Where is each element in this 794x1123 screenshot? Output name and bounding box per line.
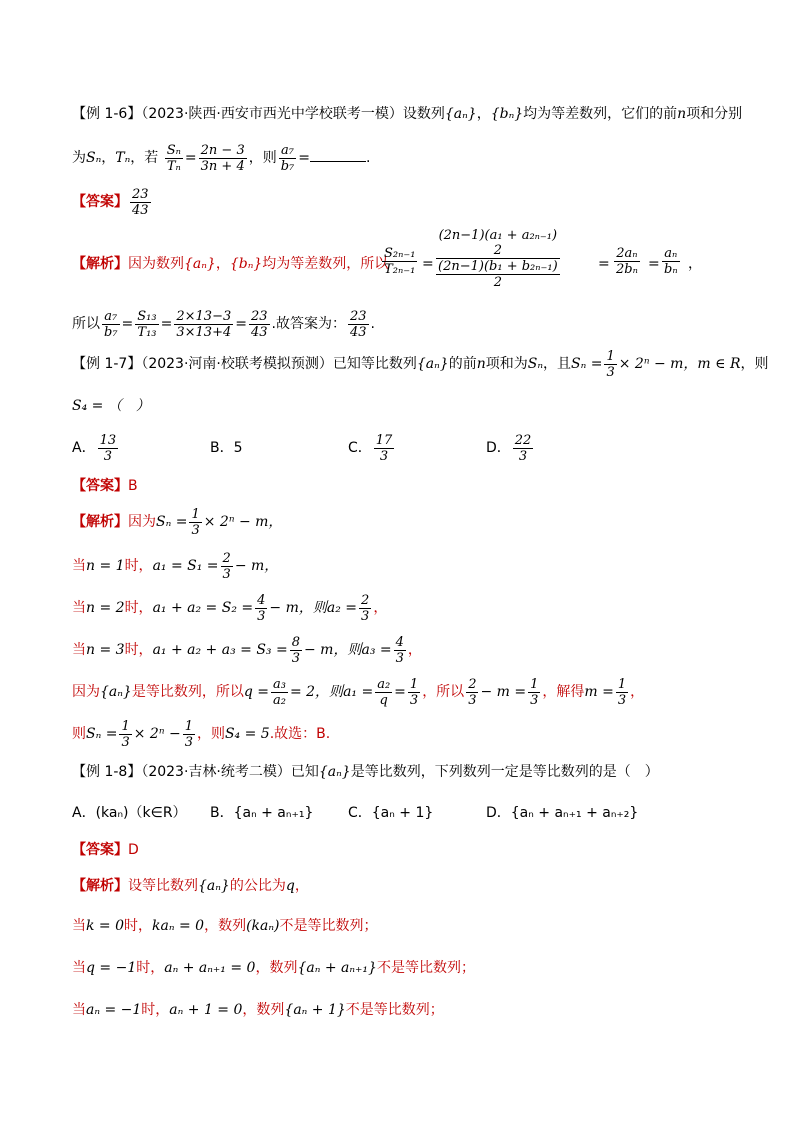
option-c[interactable]: C．{aₙ + 1}	[348, 805, 434, 821]
solution-tag: 【解析】	[72, 256, 128, 272]
text: 均为等差数列，它们的前	[523, 106, 678, 122]
solution-1-7-line4: 当n = 3时，a₁ + a₂ + a₃ = S₃ = $\frac{8}{3}$ − m，则a₃ = $\frac{4}{3}$ ，	[72, 634, 422, 666]
solution-1-8-line1: 【解析】设等比数列{aₙ}的公比为q，	[72, 878, 309, 894]
math: Sₙ	[86, 150, 102, 166]
answer-tag: 【答案】	[72, 194, 128, 210]
math: Tₙ	[115, 150, 131, 166]
fraction: $\frac{23}{43}$	[349, 308, 367, 340]
fraction: $\frac{2n - 3}{3n + 4}$	[200, 142, 245, 174]
option-d[interactable]: D．{aₙ + aₙ₊₁ + aₙ₊₂}	[486, 805, 639, 821]
example-1-6-line2: 为Sₙ，Tₙ，若 $\frac{\text{Sₙ}}{\text{Tₙ}}$ = $\frac{2n - 3}{3n + 4}$ ，则 $\frac{\text{a₇}}{\text{b₇}}$ = .	[72, 142, 371, 174]
solution-1-7-line5: 因为{aₙ}是等比数列，所以q = $\frac{\text{a₃}}{\text{a₂}}$ = 2，则a₁ = $\frac{\text{a₂}}{q}$ = $\frac{1}{3}$ ，所以 $\frac{2}{3}$ − m = $\frac{1}{3}$ ，解得m = $\frac{1}{3}$ ，	[72, 676, 645, 708]
fraction: $\frac{\text{Sₙ}}{\text{Tₙ}}$	[166, 142, 181, 174]
big-fraction: (2n−1)(a₁ + a₂ₙ₋₁) 2 (2n−1)(b₁ + b₂ₙ₋₁) 2	[438, 228, 558, 290]
answer-1-8: 【答案】D	[72, 842, 139, 858]
answer-blank	[310, 149, 366, 162]
text: 设数列	[402, 106, 445, 122]
solution-1-7-line3: 当n = 2时，a₁ + a₂ = S₂ = $\frac{4}{3}$ − m，则a₂ = $\frac{2}{3}$ ，	[72, 592, 388, 624]
fraction: $\frac{23}{43}$	[132, 186, 149, 218]
fraction: $\frac{\text{aₙ}}{\text{bₙ}}$	[664, 246, 678, 277]
math: n	[677, 106, 687, 122]
text: 项和分别	[686, 106, 743, 122]
text: 为	[72, 150, 86, 166]
fraction: $\frac{\text{a₇}}{\text{b₇}}$	[104, 308, 118, 340]
solution-1-8-line4: 当aₙ = −1时，aₙ + 1 = 0，数列{aₙ + 1}不是等比数列；	[72, 1002, 444, 1018]
fraction: $\frac{23}{43}$	[250, 308, 268, 340]
fraction: $\frac{\text{S₂ₙ₋₁}}{\text{T₂ₙ₋₁}}$	[384, 246, 416, 277]
example-1-8-line1: 【例 1-8】（2023·吉林·统考二模）已知{aₙ}是等比数列，下列数列一定是等比数列的是（ ）	[72, 764, 659, 780]
solution-1-6-line1: 【解析】因为数列{aₙ}，{bₙ}均为等差数列，所以 $\frac{\text{S₂ₙ₋₁}}{\text{T₂ₙ₋₁}}$ = (2n−1)(a₁ + a₂ₙ₋₁) 2 (2n−1)(b₁ + b₂ₙ₋₁) 2 = $\frac{\text{2aₙ}}{\text{2bₙ}}$ = $\frac{\text{aₙ}}{\text{bₙ}}$ ，	[72, 228, 702, 290]
solution-1-6-line2: 所以 $\frac{\text{a₇}}{\text{b₇}}$ = $\frac{\text{S₁₃}}{\text{T₁₃}}$ = $\frac{2\times 13-3}{3\times 13+4}$ = $\frac{23}{43}$ .故答案为： $\frac{23}{43}$ .	[72, 308, 375, 340]
solution-1-7-line2: 当n = 1时，a₁ = S₁ = $\frac{2}{3}$ − m，	[72, 550, 279, 582]
example-1-7-line1: 【例 1-7】（2023·河南·校联考模拟预测）已知等比数列{aₙ}的前n项和为Sₙ，且Sₙ = $\frac{1}{3}$ × 2ⁿ − m，m ∈ R，则	[72, 348, 769, 380]
source: （2023·陕西·西安市西光中学校联考一模）	[141, 106, 403, 122]
text: ，则	[248, 150, 277, 166]
option-a[interactable]: A． $\frac{13}{3}$	[72, 432, 117, 464]
fraction: $\frac{\text{2aₙ}}{\text{2bₙ}}$	[616, 246, 638, 277]
solution-1-7-line1: 【解析】因为Sₙ = $\frac{1}{3}$ × 2ⁿ − m，	[72, 506, 283, 538]
fraction: $\frac{\text{S₁₃}}{\text{T₁₃}}$	[137, 308, 157, 340]
option-b[interactable]: B．{aₙ + aₙ₊₁}	[210, 805, 314, 821]
solution-1-8-line2: 当k = 0时，kaₙ = 0，数列(kaₙ)不是等比数列；	[72, 918, 378, 934]
text: ，	[476, 106, 491, 122]
answer-1-7: 【答案】B	[72, 478, 138, 494]
text: ，若	[130, 150, 159, 166]
example-tag: 【例 1-6】	[72, 106, 142, 122]
fraction: $\frac{1}{3}$	[606, 348, 615, 380]
option-c[interactable]: C． $\frac{17}{3}$	[348, 432, 393, 464]
option-b[interactable]: B．5	[210, 440, 243, 456]
solution-1-7-line6: 则Sₙ = $\frac{1}{3}$ × 2ⁿ − $\frac{1}{3}$ ，则S₄ = 5.故选：B.	[72, 718, 331, 750]
solution-1-8-line3: 当q = −1时，aₙ + aₙ₊₁ = 0，数列{aₙ + aₙ₊₁}不是等比数列；	[72, 960, 475, 976]
text: ，	[101, 150, 116, 166]
fraction: $\frac{\text{a₇}}{\text{b₇}}$	[280, 142, 295, 174]
option-a[interactable]: A．(kaₙ)（k∈R）	[72, 805, 187, 821]
math: {bₙ}	[490, 106, 524, 122]
fraction: $\frac{2\times 13-3}{3\times 13+4}$	[176, 308, 232, 340]
example-1-7-line2: S₄ = （ ）	[72, 398, 150, 414]
example-1-6-line1	[72, 104, 743, 124]
math: {aₙ}	[444, 106, 477, 122]
answer-1-6	[72, 184, 734, 220]
option-d[interactable]: D． $\frac{22}{3}$	[486, 432, 532, 464]
